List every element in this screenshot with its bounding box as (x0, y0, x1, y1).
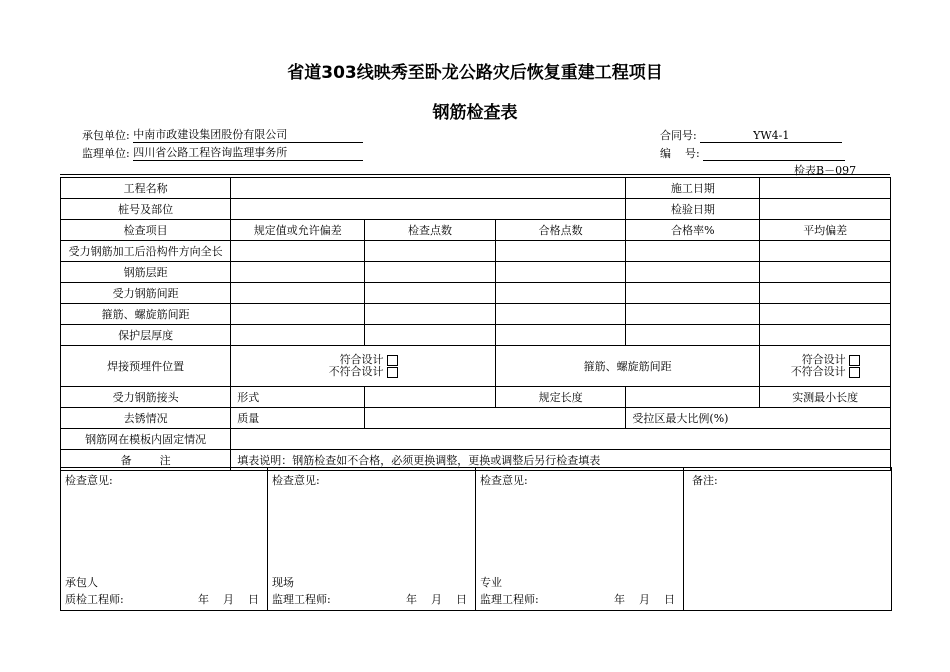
cell-input[interactable] (495, 325, 626, 346)
signature-title: 质检工程师: (65, 593, 124, 606)
row-weld (61, 346, 891, 387)
table-row (61, 283, 891, 304)
signature-role: 现场 (272, 576, 294, 589)
supervisor-value: 四川省公路工程咨询监理事务所 (133, 146, 288, 159)
column-header: 检查项目 (61, 220, 231, 241)
cell-input[interactable] (626, 241, 760, 262)
site-supervisor-opinion-cell[interactable] (268, 468, 476, 611)
length-label: 规定长度 (495, 387, 626, 408)
form-value[interactable] (365, 387, 496, 408)
cell-input[interactable] (495, 262, 626, 283)
number-label: 编 号: (660, 147, 700, 160)
column-header: 平均偏差 (760, 220, 891, 241)
contract-no-row (660, 127, 842, 143)
item-label: 受力钢筋加工后沿构件方向全长 (61, 241, 231, 262)
project-name-value[interactable] (231, 178, 626, 199)
opinion-label: 检查意见: (65, 474, 113, 487)
supervisor-label: 监理单位: (82, 147, 130, 160)
opinion-label: 检查意见: (480, 474, 528, 487)
nonconform-text: 不符合设计 (790, 365, 846, 378)
row-mesh (61, 429, 891, 450)
mesh-value[interactable] (231, 429, 891, 450)
cell-input[interactable] (495, 283, 626, 304)
signature-role: 承包人 (65, 576, 98, 589)
mesh-label: 钢筋网在模板内固定情况 (61, 429, 231, 450)
project-name-label: 工程名称 (61, 178, 231, 199)
row-project-name (61, 178, 891, 199)
specialist-supervisor-opinion-cell[interactable] (476, 468, 684, 611)
stirrup-nonconform-option[interactable] (791, 365, 860, 378)
inspection-table (60, 177, 891, 471)
opinion-label: 检查意见: (272, 474, 320, 487)
column-header: 合格率% (626, 220, 760, 241)
remarks-cell[interactable] (684, 468, 892, 611)
cell-input[interactable] (626, 325, 760, 346)
station-value[interactable] (231, 199, 626, 220)
joint-label: 受力钢筋接头 (61, 387, 231, 408)
table-row (61, 262, 891, 283)
contract-no-value: YW4-1 (753, 129, 790, 142)
cell-input[interactable] (760, 283, 891, 304)
inspection-date-label: 检验日期 (626, 199, 760, 220)
weld-checks (329, 354, 398, 378)
number-field (703, 148, 845, 161)
cell-input[interactable] (495, 241, 626, 262)
remarks-label: 备注: (692, 474, 718, 487)
signature-role: 专业 (480, 576, 502, 589)
row-column-headers (61, 220, 891, 241)
contractor-field (133, 130, 363, 143)
checkbox-icon[interactable] (387, 367, 398, 378)
contractor-value: 中南市政建设集团股份有限公司 (133, 128, 288, 141)
cell-input[interactable] (760, 325, 891, 346)
stirrup-checks (791, 354, 860, 378)
item-label: 受力钢筋间距 (61, 283, 231, 304)
weld-nonconform-option[interactable] (329, 365, 398, 378)
station-label: 桩号及部位 (61, 199, 231, 220)
remark-label: 备 注 (61, 450, 231, 471)
cell-input[interactable] (231, 241, 365, 262)
checkbox-icon[interactable] (849, 355, 860, 366)
rust-label: 去锈情况 (61, 408, 231, 429)
cell-input[interactable] (231, 325, 365, 346)
form-label: 形式 (231, 387, 365, 408)
signature-title: 监理工程师: (272, 593, 331, 606)
cell-input[interactable] (626, 262, 760, 283)
cell-input[interactable] (626, 283, 760, 304)
cell-input[interactable] (626, 304, 760, 325)
cell-input[interactable] (365, 325, 496, 346)
header-rule (60, 174, 890, 175)
date-text: 年 月 日 (406, 593, 467, 606)
cell-input[interactable] (760, 262, 891, 283)
form-code: 检表B－097 (794, 164, 857, 177)
quality-label: 质量 (231, 408, 365, 429)
row-joint (61, 387, 891, 408)
item-label: 钢筋层距 (61, 262, 231, 283)
opinion-table (60, 467, 892, 611)
weld-label: 焊接预埋件位置 (61, 346, 231, 387)
table-row (61, 241, 891, 262)
row-station (61, 199, 891, 220)
number-row (660, 145, 845, 161)
contract-no-field (700, 130, 842, 143)
table-row (61, 325, 891, 346)
stirrup-label: 箍筋、螺旋筋间距 (495, 346, 760, 387)
conform-text: 符合设计 (339, 353, 384, 366)
contractor-row (82, 127, 363, 143)
cell-input[interactable] (365, 262, 496, 283)
cell-input[interactable] (365, 283, 496, 304)
item-label: 保护层厚度 (61, 325, 231, 346)
column-header: 检查点数 (365, 220, 496, 241)
contract-no-label: 合同号: (660, 129, 697, 142)
column-header: 规定值或允许偏差 (231, 220, 365, 241)
quality-value[interactable] (365, 408, 626, 429)
table-row (61, 304, 891, 325)
construction-date-value[interactable] (760, 178, 891, 199)
cell-input[interactable] (365, 241, 496, 262)
cell-input[interactable] (231, 283, 365, 304)
contractor-opinion-cell[interactable] (61, 468, 268, 611)
conform-text: 符合设计 (801, 353, 846, 366)
stirrup-check-cell (760, 346, 891, 387)
cell-input[interactable] (365, 304, 496, 325)
nonconform-text: 不符合设计 (328, 365, 384, 378)
row-rust (61, 408, 891, 429)
contractor-label: 承包单位: (82, 129, 130, 142)
document-subtitle: 钢筋检查表 (432, 103, 518, 123)
inspection-date-value[interactable] (760, 199, 891, 220)
date-text: 年 月 日 (198, 593, 259, 606)
cell-input[interactable] (495, 304, 626, 325)
supervisor-row (82, 145, 363, 161)
cell-input[interactable] (760, 304, 891, 325)
tension-label: 受拉区最大比例(%) (626, 408, 891, 429)
min-length-label: 实测最小长度 (760, 387, 891, 408)
cell-input[interactable] (231, 262, 365, 283)
checkbox-icon[interactable] (387, 355, 398, 366)
fill-note: 填表说明：钢筋检查如不合格，必须更换调整，更换或调整后另行检查填表 (231, 450, 891, 471)
length-value[interactable] (626, 387, 760, 408)
weld-check-cell (231, 346, 496, 387)
date-text: 年 月 日 (614, 593, 675, 606)
signature-title: 监理工程师: (480, 593, 539, 606)
cell-input[interactable] (231, 304, 365, 325)
checkbox-icon[interactable] (849, 367, 860, 378)
document-title: 省道303线映秀至卧龙公路灾后恢复重建工程项目 (287, 63, 663, 83)
cell-input[interactable] (760, 241, 891, 262)
supervisor-field (133, 148, 363, 161)
item-label: 箍筋、螺旋筋间距 (61, 304, 231, 325)
column-header: 合格点数 (495, 220, 626, 241)
construction-date-label: 施工日期 (626, 178, 760, 199)
